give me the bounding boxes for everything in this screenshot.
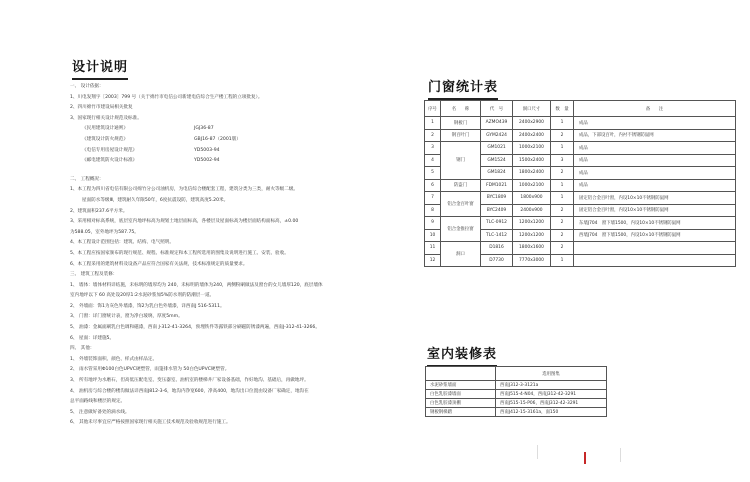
door-window-table <box>424 100 736 267</box>
remark: 西墙J704 窗下墙1500，内设10×10不锈钢防鼠网 <box>574 229 736 242</box>
item-code: GM1524 <box>481 154 513 167</box>
note-line: 2、 外墙面：饰1为灰色外墙漆，饰2为乳白色外墙漆，详西南J 516-5311。 <box>70 303 225 309</box>
opening-size: 1000x2100 <box>513 179 551 192</box>
item-code: BYC1809 <box>481 192 513 205</box>
table-row <box>426 381 607 390</box>
quantity: 2 <box>551 204 574 217</box>
design-notes-body <box>70 82 400 429</box>
note-line: 3、 门窗：详门窗统计表，窗为净白玻璃，厚度5mm。 <box>70 314 183 320</box>
opening-size: 1800x2400 <box>513 167 551 180</box>
note-line: 3、采用相对标高系统，底层室内地坪标高为规划土地层面标高，各楼层及屋面标高为楼层面结构面标高，±0.00 <box>70 219 299 225</box>
item-code: FDM1021 <box>481 179 513 192</box>
item-code: GM1021 <box>481 142 513 155</box>
interior-finish-table <box>425 366 607 417</box>
table-row <box>425 117 736 130</box>
remark: 东墙J704 窗下墙1500，内设10×10不锈钢防鼠网 <box>574 217 736 230</box>
note-line: 5、 注意做好备处的滴水线。 <box>70 409 130 415</box>
header-cell: 序号 <box>425 101 441 117</box>
standard-name: 《民用建筑设计通则》 <box>82 126 128 132</box>
opening-size: 2400x2900 <box>513 117 551 130</box>
item-name: 洞口 <box>441 242 481 267</box>
note-line: 室内地坪以下 60 高处设20厚1:2水泥砂浆加5%防水剂的防潮层一道。 <box>70 293 215 299</box>
note-line: 2、建筑面积237.6平方米。 <box>70 208 128 214</box>
design-notes-title: 设计说明 <box>72 56 128 80</box>
door-window-table-title: 门窗统计表 <box>428 76 498 100</box>
note-line: 6、本工程采用的建筑材料及设备产品应符合国家有关法规，技术标准规定的质量要求。 <box>70 261 248 267</box>
item-name: 防盗门 <box>441 179 481 192</box>
remark: 成品 <box>574 142 736 155</box>
finish-reference: 西南J412-15-3161a，面150 <box>496 408 607 417</box>
note-line: 3、国家现行相关设计规范及标准。 <box>70 115 142 121</box>
row-number: 12 <box>425 254 441 267</box>
note-line: 6、 其他未尽事宜应严格按照国家现行相关施工技术规范及验收规范进行施工。 <box>70 420 231 426</box>
opening-size: 1200x1200 <box>513 229 551 242</box>
section-heading: 四、 其他： <box>70 346 95 352</box>
note-line: 1、本工程为四川省电信有限公司绵竹分公司油机房，为电信综合楼配套工程，建筑分类为三类，耐火等级二级。 <box>70 187 299 193</box>
quantity: 1 <box>551 142 574 155</box>
remark: 成品 <box>574 167 736 180</box>
opening-size: 1800x900 <box>513 192 551 205</box>
faint-mark <box>537 445 538 459</box>
row-number: 9 <box>425 217 441 230</box>
item-code: D7730 <box>481 254 513 267</box>
table-row <box>425 217 736 230</box>
table-row <box>425 179 736 192</box>
opening-size: 1000x2100 <box>513 142 551 155</box>
standard-name: 《建筑设计防火规范》 <box>82 136 128 142</box>
section-heading: 二、 工程概况： <box>70 176 104 182</box>
table-row <box>425 142 736 155</box>
table-row <box>426 408 607 417</box>
note-line: 6、 屋面：详建施5。 <box>70 335 115 341</box>
table-row <box>425 192 736 205</box>
remark: 成品 <box>574 117 736 130</box>
red-mark <box>584 452 586 464</box>
note-line: 4、本工程设计范围包括：建筑、结构、电气照明。 <box>70 240 174 246</box>
note-line: 2、四川绵竹市建设局相关批复 <box>70 105 133 111</box>
row-number: 10 <box>425 229 441 242</box>
section-heading: 三、 建筑工程及装修： <box>70 272 118 278</box>
standard-name: 《邮电建筑防火设计标准》 <box>82 158 138 164</box>
remark: 成品 <box>574 154 736 167</box>
standard-code: GBJ16-87（2001版） <box>194 136 241 142</box>
note-line: 1、川电发翔字［2003］799 号（关于绵竹市电信公司新建电信综合生产楼工程的立项批复）。 <box>70 94 263 100</box>
note-line: 5、本工程应按国家颁布的现行规范、规程、标准规定和本工程所选用的图集及说明进行施工、安装、验收。 <box>70 250 289 256</box>
finish-reference: 西南J515-4-N04，西南J312-42-3291 <box>496 390 607 399</box>
note-line: 1、 墙体：墙体材料详结施，未标明的墙厚均为 240，未标明的墙体为240，两侧粉刷做法及窗台的女儿墙厚120，底层墙体 <box>70 282 323 288</box>
remark: 成品 <box>574 179 736 192</box>
item-code: TLC-1412 <box>481 229 513 242</box>
table-row <box>425 242 736 255</box>
item-name: 钢门 <box>441 142 481 180</box>
opening-size: 2400x900 <box>513 204 551 217</box>
finish-item: 水泥砂浆墙面 <box>426 381 496 390</box>
header-cell: 名 称 <box>441 101 481 117</box>
item-code: TLC-0912 <box>481 217 513 230</box>
item-name: 铝合金推拉窗 <box>441 217 481 242</box>
note-line: 2、 雨水管采用Φ100白色UPVC硬塑管，雨篷排水管为 50白色UPVC硬塑管。 <box>70 367 230 373</box>
row-number: 2 <box>425 129 441 142</box>
table-row <box>426 399 607 408</box>
opening-size: 1200x1200 <box>513 217 551 230</box>
note-line: 5、 油漆：金属面刷乳白色调和磁漆，西南 J-312-41-3264，预埋铁件等露铁部分刷磁防锈漆两遍，西南J-312-41-3266。 <box>70 325 320 331</box>
header-cell <box>426 367 496 381</box>
remark <box>574 242 736 255</box>
row-number: 8 <box>425 204 441 217</box>
item-code: GM1824 <box>481 167 513 180</box>
quantity: 1 <box>551 117 574 130</box>
table-row <box>426 390 607 399</box>
note-line: 为588.05，室外地坪为587.75。 <box>70 229 139 235</box>
standard-row <box>70 146 400 157</box>
remark <box>574 254 736 267</box>
opening-size: 2400x2400 <box>513 129 551 142</box>
finish-item: 白色乳胶漆顶棚 <box>426 399 496 408</box>
table-row <box>425 129 736 142</box>
remark: 固定铝合金百叶窗，内设10×10不锈钢防鼠网 <box>574 192 736 205</box>
item-name: 钢百叶门 <box>441 129 481 142</box>
row-number: 7 <box>425 192 441 205</box>
interior-table-title: 室内装修表 <box>427 343 497 367</box>
header-cell: 选用图集 <box>496 367 607 381</box>
remark: 成品，下部设百叶，内衬不锈钢防鼠网 <box>574 129 736 142</box>
row-number: 1 <box>425 117 441 130</box>
quantity: 2 <box>551 217 574 230</box>
row-number: 6 <box>425 179 441 192</box>
item-code: BYC2409 <box>481 204 513 217</box>
row-number: 4 <box>425 154 441 167</box>
quantity: 3 <box>551 154 574 167</box>
standard-code: YD5003-94 <box>194 147 220 153</box>
item-code: D1816 <box>481 242 513 255</box>
standard-row <box>70 124 400 135</box>
standard-row <box>70 135 400 146</box>
standard-code: YD5002-94 <box>194 158 220 164</box>
item-code: AZMO439 <box>481 117 513 130</box>
quantity: 2 <box>551 129 574 142</box>
quantity: 1 <box>551 179 574 192</box>
table-header-row <box>426 367 607 381</box>
opening-size: 7770x3000 <box>513 254 551 267</box>
remark: 固定铝合金百叶窗，内设10×10不锈钢防鼠网 <box>574 204 736 217</box>
standard-row <box>70 156 400 167</box>
standard-code: JGJ36-87 <box>194 126 214 132</box>
finish-reference: 西南J515-15-P06，西南J312-42-3291 <box>496 399 607 408</box>
finish-reference: 西南J312-3-3121a <box>496 381 607 390</box>
quantity: 2 <box>551 242 574 255</box>
section-heading: 一、 设计依据： <box>70 84 104 89</box>
quantity: 1 <box>551 254 574 267</box>
header-cell: 数 量 <box>551 101 574 117</box>
quantity: 2 <box>551 167 574 180</box>
opening-size: 1500x2400 <box>513 154 551 167</box>
item-code: GYM2424 <box>481 129 513 142</box>
header-cell: 代 号 <box>481 101 513 117</box>
item-name: 钢板门 <box>441 117 481 130</box>
quantity: 1 <box>551 192 574 205</box>
note-line: 总平面路线和楼层的规定。 <box>70 399 126 405</box>
note-line: 3、 所有地坪为水磨石，但高低压配电室、变压器室、油机室的楼梯井厂家设备基础，作好地沟、基础后，再做地坪。 <box>70 378 309 384</box>
row-number: 11 <box>425 242 441 255</box>
item-name: 铝合金百叶窗 <box>441 192 481 217</box>
faint-mark <box>620 448 621 462</box>
table-header-row <box>425 101 736 117</box>
note-line: 4、 油机房与综合楼的楼沟做法详西南J812-3-6，地沟内净宽600，净高400，地沟出口位置由设备厂家确定，地沟在 <box>70 388 309 394</box>
finish-item: 钢板钢梯踏 <box>426 408 496 417</box>
note-line: 屋面防水等级Ⅲ，建筑耐久年限50年，6度抗震设防，建筑高度5.20米。 <box>82 197 229 203</box>
header-cell: 洞口尺寸 <box>513 101 551 117</box>
row-number: 5 <box>425 167 441 180</box>
opening-size: 1800x1600 <box>513 242 551 255</box>
note-line: 1、 外墙装饰面积、颜色、样式由样品定。 <box>70 356 158 362</box>
header-cell: 备 注 <box>574 101 736 117</box>
row-number: 3 <box>425 142 441 155</box>
finish-item: 白色乳胶漆墙面 <box>426 390 496 399</box>
quantity: 2 <box>551 229 574 242</box>
standard-name: 《电信专用房屋设计规范》 <box>82 147 138 153</box>
